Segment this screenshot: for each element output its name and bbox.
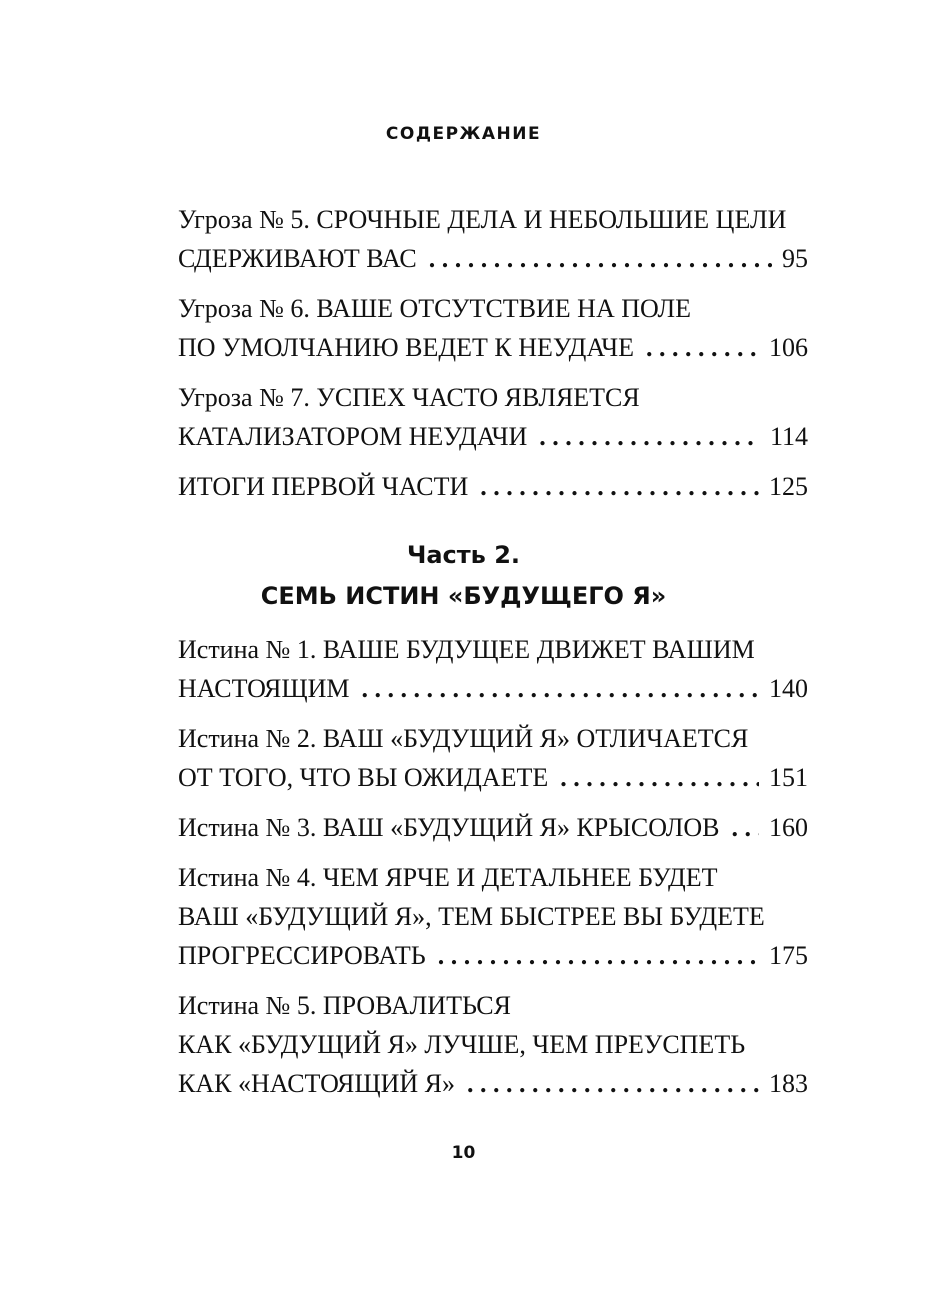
toc-entry-leader-line bbox=[178, 758, 808, 797]
toc-page-number: 175 bbox=[769, 941, 808, 970]
toc-entry-title-line: КАК «БУДУЩИЙ Я» ЛУЧШЕ, ЧЕМ ПРЕУСПЕТЬ bbox=[178, 1030, 746, 1059]
toc-entry-title-line: Истина № 4. ЧЕМ ЯРЧЕ И ДЕТАЛЬНЕЕ БУДЕТ bbox=[178, 863, 718, 892]
toc-entry-leader-line bbox=[178, 417, 808, 456]
toc-entry-leader-line bbox=[178, 1064, 808, 1103]
dot-leader bbox=[560, 758, 759, 797]
toc-page-number: 106 bbox=[769, 333, 808, 362]
toc-entry-title-line: Истина № 2. ВАШ «БУДУЩИЙ Я» ОТЛИЧАЕТСЯ bbox=[178, 724, 749, 753]
toc-entry[interactable] bbox=[178, 378, 808, 456]
toc-page-number: 95 bbox=[782, 244, 808, 273]
toc-page-number: 160 bbox=[769, 813, 808, 842]
toc-entry[interactable] bbox=[178, 986, 808, 1103]
toc-entry-title-line: ОТ ТОГО, ЧТО ВЫ ОЖИДАЕТЕ bbox=[178, 763, 549, 792]
toc-entry-title-line: КАК «НАСТОЯЩИЙ Я» bbox=[178, 1069, 455, 1098]
toc-entry-leader-line bbox=[178, 669, 808, 708]
toc-entry[interactable] bbox=[178, 630, 808, 708]
toc-entry-title-line: СДЕРЖИВАЮТ ВАС bbox=[178, 244, 417, 273]
dot-leader bbox=[539, 417, 760, 456]
toc-entry[interactable] bbox=[178, 808, 808, 847]
toc-entry-title-line: Истина № 5. ПРОВАЛИТЬСЯ bbox=[178, 991, 511, 1020]
toc-entry-title-line: Угроза № 5. СРОЧНЫЕ ДЕЛА И НЕБОЛЬШИЕ ЦЕЛИ bbox=[178, 205, 787, 234]
running-head: СОДЕРЖАНИЕ bbox=[385, 124, 542, 144]
part-heading-title: СЕМЬ ИСТИН «БУДУЩЕГО Я» bbox=[260, 582, 667, 610]
toc-entry[interactable] bbox=[178, 719, 808, 797]
toc-page-number: 125 bbox=[769, 472, 808, 501]
toc-entry-title-line: Угроза № 7. УСПЕХ ЧАСТО ЯВЛЯЕТСЯ bbox=[178, 383, 640, 412]
dot-leader bbox=[646, 328, 759, 367]
dot-leader bbox=[732, 808, 760, 847]
toc-entry-title-line: Угроза № 6. ВАШЕ ОТСУТСТВИЕ НА ПОЛЕ bbox=[178, 294, 691, 323]
toc-entry-leader-line bbox=[178, 467, 808, 506]
toc-entry-leader-line bbox=[178, 328, 808, 367]
toc-part-1-list bbox=[178, 200, 808, 517]
page-number: 10 bbox=[451, 1143, 476, 1163]
dot-leader bbox=[480, 467, 759, 506]
toc-entry-title-line: Истина № 3. ВАШ «БУДУЩИЙ Я» КРЫСОЛОВ bbox=[178, 813, 720, 842]
toc-entry[interactable] bbox=[178, 200, 808, 278]
toc-entry-title-line: ИТОГИ ПЕРВОЙ ЧАСТИ bbox=[178, 472, 469, 501]
dot-leader bbox=[438, 936, 759, 975]
toc-entry-leader-line bbox=[178, 239, 808, 278]
toc-page-number: 183 bbox=[769, 1069, 808, 1098]
toc-entry-title-line: ПРОГРЕССИРОВАТЬ bbox=[178, 941, 426, 970]
dot-leader bbox=[362, 669, 759, 708]
toc-page-number: 114 bbox=[769, 422, 808, 451]
toc-entry-leader-line bbox=[178, 808, 808, 847]
toc-page-number: 151 bbox=[769, 763, 808, 792]
toc-entry[interactable] bbox=[178, 467, 808, 506]
dot-leader bbox=[467, 1064, 759, 1103]
toc-entry-title-line: ВАШ «БУДУЩИЙ Я», ТЕМ БЫСТРЕЕ ВЫ БУДЕТЕ bbox=[178, 902, 765, 931]
dot-leader bbox=[429, 239, 772, 278]
toc-entry-title-line: КАТАЛИЗАТОРОМ НЕУДАЧИ bbox=[178, 422, 528, 451]
toc-entry[interactable] bbox=[178, 858, 808, 975]
part-heading bbox=[0, 535, 927, 617]
toc-entry-title-line: Истина № 1. ВАШЕ БУДУЩЕЕ ДВИЖЕТ ВАШИМ bbox=[178, 635, 755, 664]
toc-entry-title-line: ПО УМОЛЧАНИЮ ВЕДЕТ К НЕУДАЧЕ bbox=[178, 333, 634, 362]
toc-entry-title-line: НАСТОЯЩИМ bbox=[178, 674, 350, 703]
toc-part-2-list bbox=[178, 630, 808, 1114]
toc-entry[interactable] bbox=[178, 289, 808, 367]
part-heading-number: Часть 2. bbox=[406, 541, 521, 569]
toc-entry-leader-line bbox=[178, 936, 808, 975]
toc-page-number: 140 bbox=[769, 674, 808, 703]
